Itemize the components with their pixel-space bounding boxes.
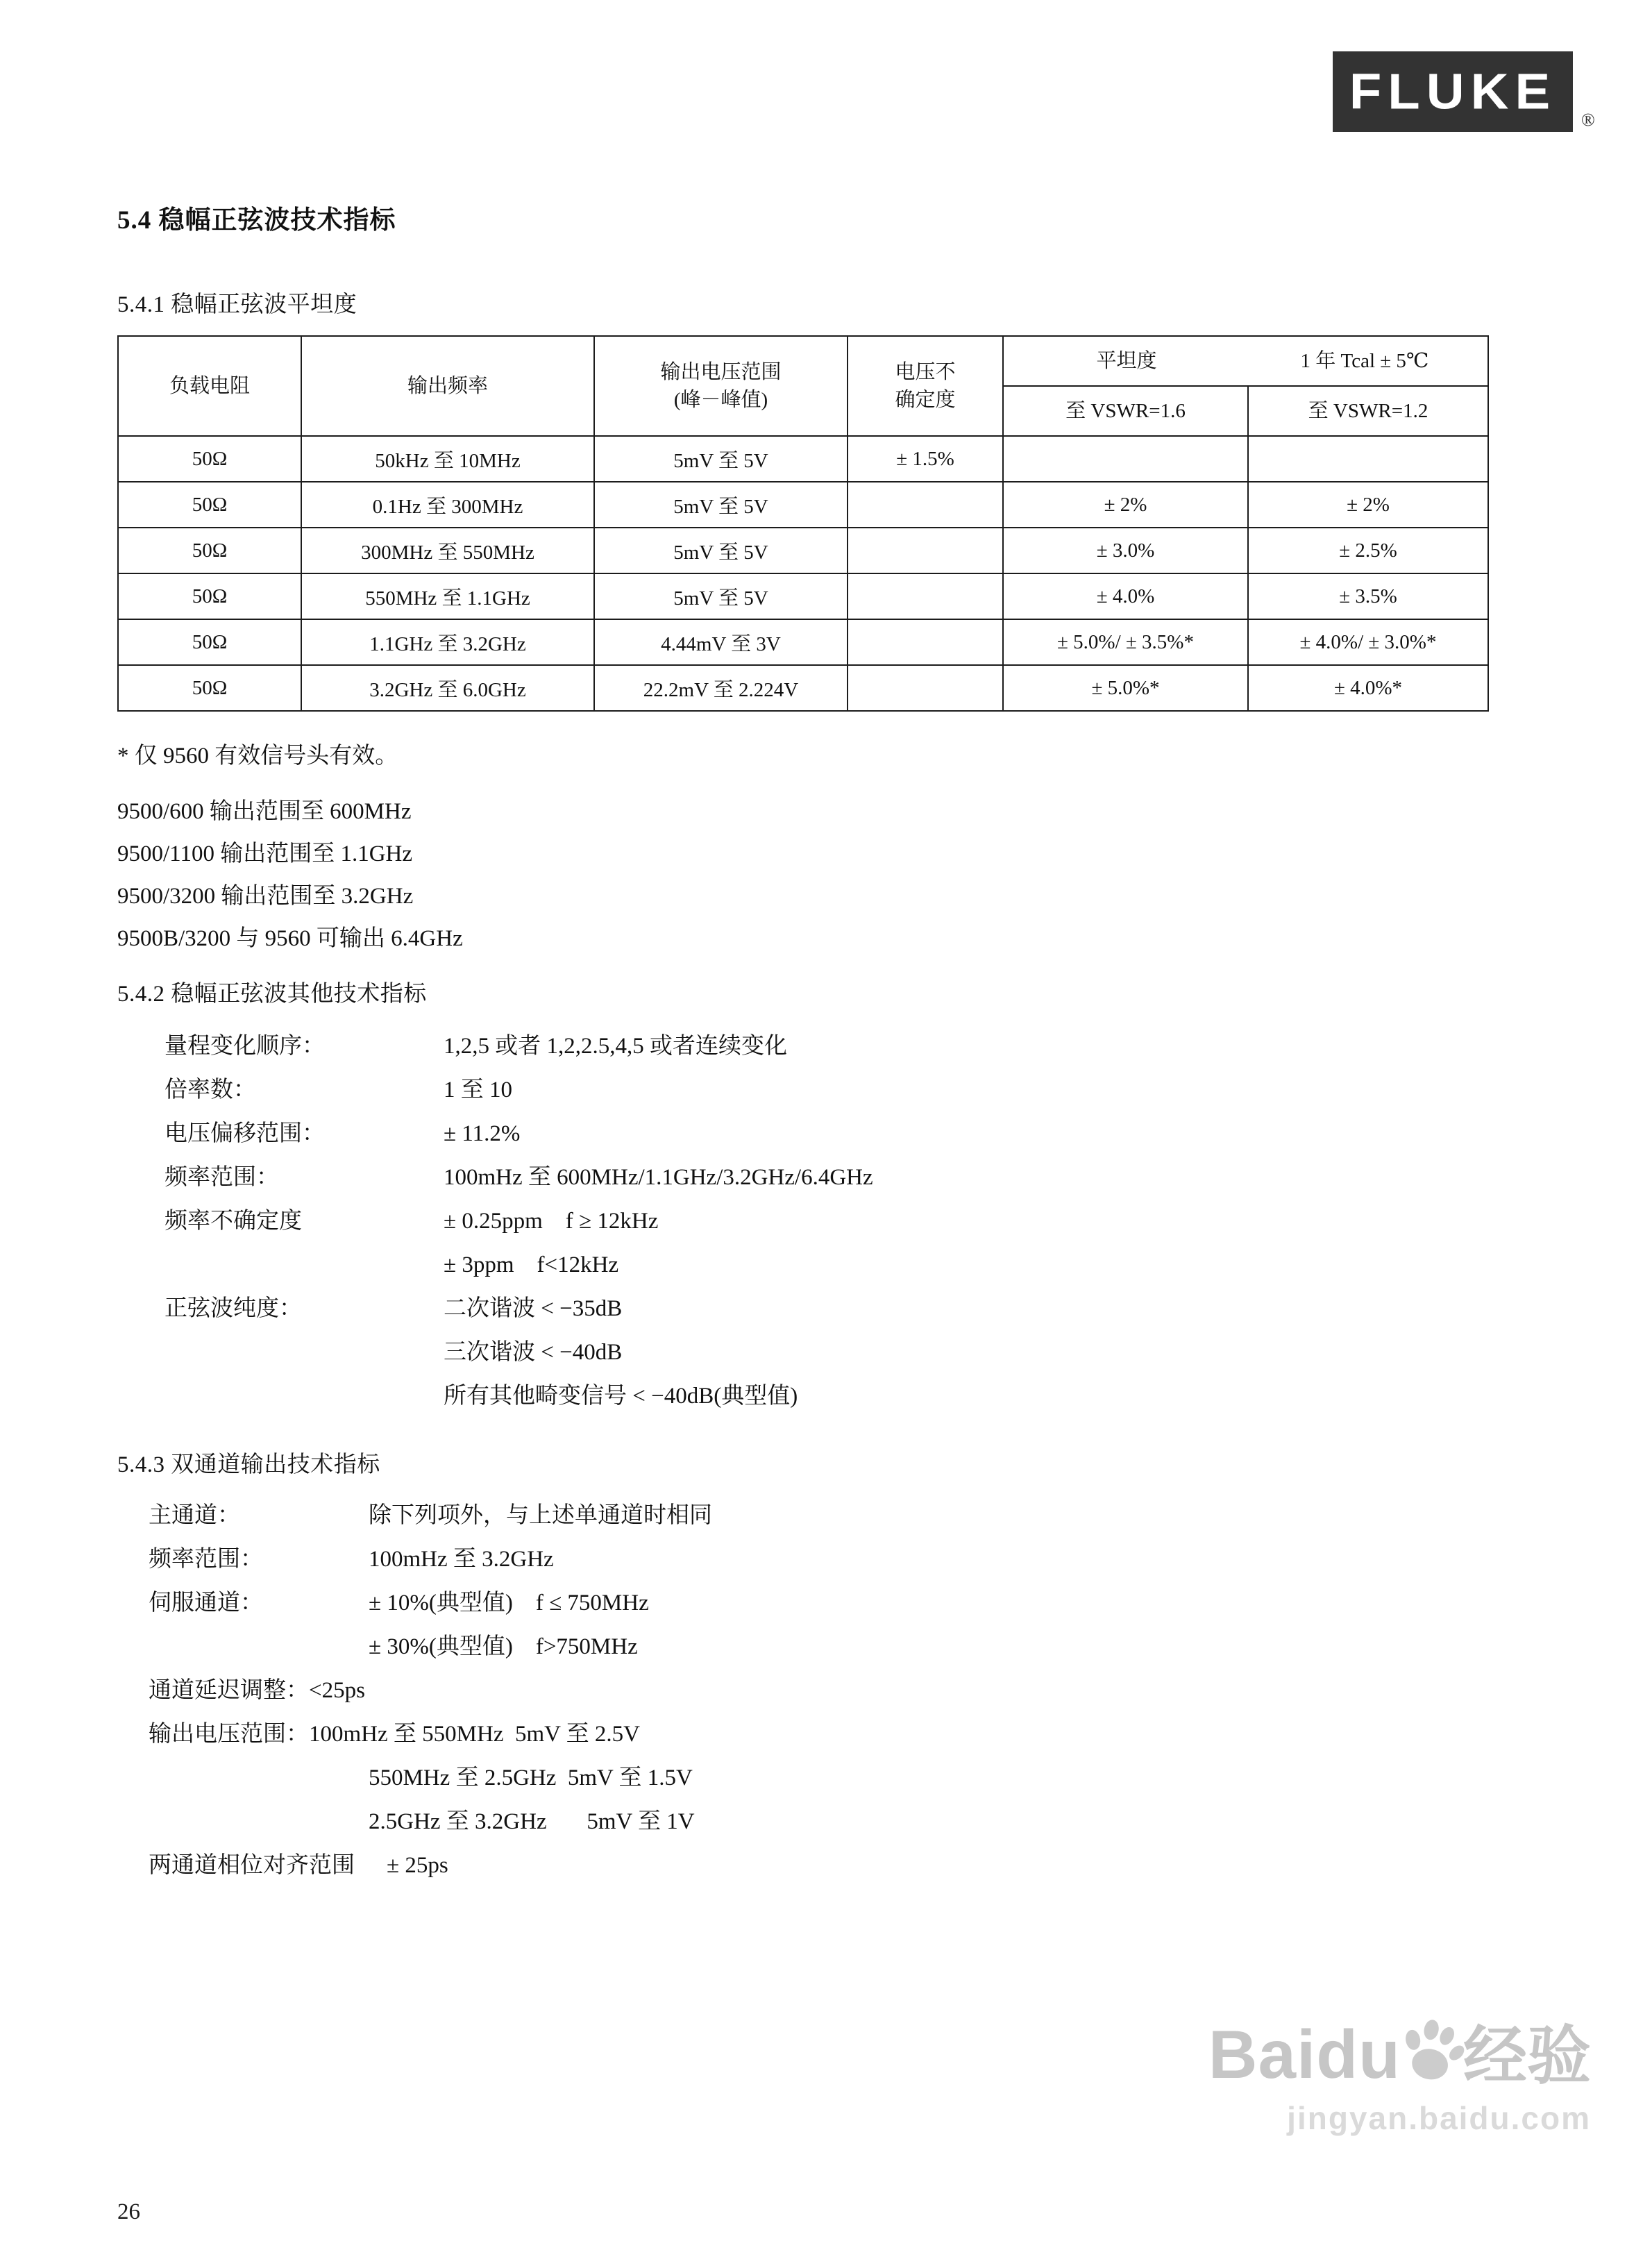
table-cell: 50kHz 至 10MHz [301, 436, 594, 482]
section-title-5-4-3: 5.4.3 双通道输出技术指标 [117, 1452, 380, 1477]
spec-value: ± 25ps [387, 1853, 448, 1878]
footnote-9560: * 仅 9560 有效信号头有效。 [117, 744, 398, 769]
table-cell [1003, 436, 1248, 482]
table-cell [1248, 436, 1488, 482]
section-title-5-4-1: 5.4.1 稳幅正弦波平坦度 [117, 292, 357, 317]
table-row [118, 528, 1488, 573]
registered-trademark-symbol: ® [1581, 110, 1595, 130]
spec-label: 量程变化顺序： [165, 1034, 325, 1059]
header-voltage-uncertainty: 电压不 确定度 [848, 336, 1003, 436]
header-vswr-1-2: 至 VSWR=1.2 [1248, 386, 1488, 436]
watermark-brand-cn: 经验 [1463, 2019, 1591, 2093]
spec-label [165, 1243, 444, 1287]
table-cell: ± 3.5% [1248, 573, 1488, 619]
spec-value: 1 至 10 [444, 1077, 512, 1102]
spec-row [165, 1156, 1490, 1200]
table-cell: 5mV 至 5V [594, 436, 848, 482]
other-specs-list [165, 1025, 1490, 1418]
spec-value: <25ps [309, 1678, 365, 1703]
watermark-url: jingyan.baidu.com [1287, 2100, 1591, 2136]
spec-value: 100mHz 至 3.2GHz [369, 1547, 554, 1572]
header-flatness-tcal: 平坦度 1 年 Tcal ± 5℃ [1003, 336, 1488, 386]
page-number: 26 [117, 2199, 140, 2224]
spec-row [149, 1800, 1490, 1844]
spec-value: ± 0.25ppm f ≥ 12kHz [444, 1209, 659, 1234]
spec-value: ± 30%(典型值) f>750MHz [369, 1634, 638, 1659]
spec-row [165, 1112, 1490, 1156]
table-cell: 300MHz 至 550MHz [301, 528, 594, 573]
spec-row [149, 1538, 1490, 1581]
spec-value: 二次谐波 < −35dB [444, 1296, 623, 1321]
spec-label: 两通道相位对齐范围 [149, 1853, 355, 1878]
header-load-resistance: 负载电阻 [118, 336, 301, 436]
spec-label: 频率不确定度 [165, 1209, 302, 1234]
table-cell: ± 4.0%/ ± 3.0%* [1248, 619, 1488, 665]
table-cell: 50Ω [118, 436, 301, 482]
table-cell [848, 528, 1003, 573]
spec-row [165, 1331, 1490, 1375]
spec-row [149, 1713, 1490, 1756]
spec-value: 1,2,5 或者 1,2,2.5,4,5 或者连续变化 [444, 1034, 787, 1059]
spec-value: ± 11.2% [444, 1121, 521, 1146]
table-cell: ± 5.0%/ ± 3.5%* [1003, 619, 1248, 665]
note-line: 9500/3200 输出范围至 3.2GHz [117, 884, 414, 909]
watermark-brand-text: Baidu [1208, 2016, 1401, 2092]
dual-channel-specs-list [149, 1494, 1490, 1888]
spec-label [165, 1331, 444, 1375]
table-cell [848, 619, 1003, 665]
table-cell: 5mV 至 5V [594, 573, 848, 619]
spec-label [149, 1625, 369, 1669]
table-cell: 5mV 至 5V [594, 528, 848, 573]
table-cell: 3.2GHz 至 6.0GHz [301, 665, 594, 711]
table-cell [848, 573, 1003, 619]
table-row [118, 482, 1488, 528]
spec-label: 频率范围： [149, 1547, 263, 1572]
spec-row [165, 1068, 1490, 1112]
table-cell: ± 3.0% [1003, 528, 1248, 573]
paw-print-icon [1390, 2008, 1475, 2094]
spec-label: 倍率数： [165, 1077, 256, 1102]
spec-label: 主通道： [149, 1503, 240, 1528]
table-header-row-1 [118, 336, 1488, 386]
spec-label: 伺服通道： [149, 1590, 263, 1615]
table-cell: ± 4.0% [1003, 573, 1248, 619]
spec-row [149, 1494, 1490, 1538]
table-cell: 0.1Hz 至 300MHz [301, 482, 594, 528]
spec-value: 除下列项外，与上述单通道时相同 [369, 1503, 712, 1528]
table-row [118, 665, 1488, 711]
model-range-notes [117, 791, 1490, 960]
table-row [118, 573, 1488, 619]
table-cell: ± 2% [1248, 482, 1488, 528]
table-cell: 50Ω [118, 619, 301, 665]
spec-row [165, 1200, 1490, 1243]
watermark-logo-row [1208, 2005, 1591, 2097]
table-cell: 5mV 至 5V [594, 482, 848, 528]
flatness-spec-table [117, 335, 1489, 712]
table-cell: 50Ω [118, 482, 301, 528]
spec-row [165, 1025, 1490, 1068]
note-line: 9500/600 输出范围至 600MHz [117, 799, 412, 824]
spec-label: 电压偏移范围： [165, 1121, 325, 1146]
spec-value: 100mHz 至 600MHz/1.1GHz/3.2GHz/6.4GHz [444, 1165, 873, 1190]
spec-row [149, 1669, 1490, 1713]
header-vswr-1-6: 至 VSWR=1.6 [1003, 386, 1248, 436]
spec-value: 三次谐波 < −40dB [444, 1340, 623, 1365]
header-output-voltage-range: 输出电压范围 (峰－峰值) [594, 336, 848, 436]
spec-label: 正弦波纯度： [165, 1296, 302, 1321]
spec-label: 输出电压范围： [149, 1722, 309, 1747]
section-title-5-4: 5.4 稳幅正弦波技术指标 [117, 206, 396, 235]
spec-value: 所有其他畸变信号 < −40dB(典型值) [444, 1384, 798, 1409]
table-cell: ± 2.5% [1248, 528, 1488, 573]
spec-row [149, 1625, 1490, 1669]
spec-value: 550MHz 至 2.5GHz 5mV 至 1.5V [369, 1765, 693, 1790]
spec-value: 100mHz 至 550MHz 5mV 至 2.5V [309, 1722, 640, 1747]
header-output-frequency: 输出频率 [301, 336, 594, 436]
spec-value: ± 10%(典型值) f ≤ 750MHz [369, 1590, 649, 1615]
table-cell: 550MHz 至 1.1GHz [301, 573, 594, 619]
fluke-logo-text: FLUKE [1349, 63, 1557, 120]
spec-row [165, 1287, 1490, 1331]
spec-label: 频率范围： [165, 1165, 279, 1190]
spec-row [165, 1375, 1490, 1418]
table-cell: 4.44mV 至 3V [594, 619, 848, 665]
spec-row [149, 1844, 1490, 1888]
table-row [118, 436, 1488, 482]
table-cell: 50Ω [118, 528, 301, 573]
spec-label [165, 1375, 444, 1418]
spec-row [149, 1581, 1490, 1625]
note-line: 9500B/3200 与 9560 可输出 6.4GHz [117, 926, 463, 951]
spec-value: ± 3ppm f<12kHz [444, 1252, 619, 1277]
section-title-5-4-2: 5.4.2 稳幅正弦波其他技术指标 [117, 982, 427, 1007]
spec-value: 2.5GHz 至 3.2GHz 5mV 至 1V [369, 1809, 695, 1834]
table-row [118, 619, 1488, 665]
table-cell [848, 665, 1003, 711]
table-cell: ± 5.0%* [1003, 665, 1248, 711]
table-cell: 50Ω [118, 573, 301, 619]
spec-row [149, 1756, 1490, 1800]
document-content [117, 0, 1490, 1888]
table-cell [848, 482, 1003, 528]
note-line: 9500/1100 输出范围至 1.1GHz [117, 841, 413, 866]
spec-row [165, 1243, 1490, 1287]
spec-label: 通道延迟调整： [149, 1678, 309, 1703]
table-cell: 50Ω [118, 665, 301, 711]
table-cell: ± 2% [1003, 482, 1248, 528]
baidu-jingyan-watermark [1208, 2005, 1591, 2137]
table-cell: 22.2mV 至 2.224V [594, 665, 848, 711]
table-cell: ± 1.5% [848, 436, 1003, 482]
table-cell: ± 4.0%* [1248, 665, 1488, 711]
table-cell: 1.1GHz 至 3.2GHz [301, 619, 594, 665]
